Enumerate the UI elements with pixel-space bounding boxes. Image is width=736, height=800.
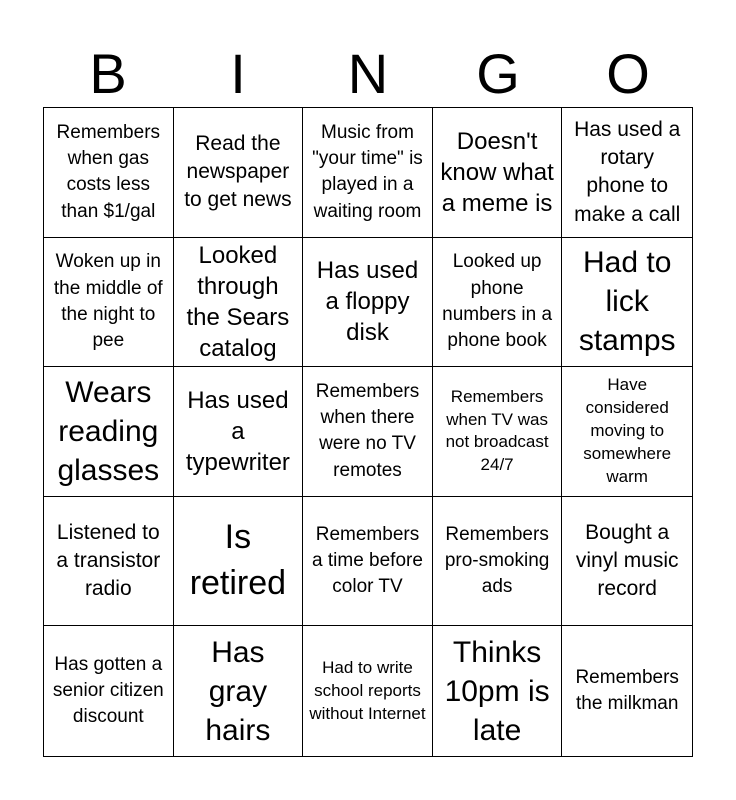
bingo-cell[interactable] (562, 238, 692, 368)
bingo-cell[interactable] (44, 108, 174, 238)
cell-text: Looked through the Sears catalog (186, 241, 290, 363)
cell-text: Has used a floppy disk (316, 257, 419, 347)
bingo-cell[interactable] (433, 497, 563, 627)
cell-text: Is retired (189, 518, 287, 603)
cell-text: Bought a vinyl music record (575, 520, 679, 601)
bingo-cell[interactable] (303, 108, 433, 238)
bingo-cell[interactable] (174, 238, 304, 368)
bingo-cell[interactable] (44, 238, 174, 368)
cell-text: Wears reading glasses (57, 375, 160, 487)
bingo-cell[interactable] (303, 238, 433, 368)
bingo-cell[interactable] (562, 497, 692, 627)
bingo-header (43, 40, 693, 108)
header-letter-b: B (89, 42, 127, 105)
cell-text: Looked up phone numbers in a phone book (442, 251, 553, 352)
bingo-cell[interactable] (174, 626, 304, 756)
cell-text: Has used a typewriter (185, 386, 290, 477)
bingo-board (43, 107, 693, 757)
bingo-cell[interactable] (433, 626, 563, 756)
cell-text: Remembers when TV was not broadcast 24/7 (445, 386, 549, 475)
bingo-cell[interactable] (44, 626, 174, 756)
bingo-cell[interactable] (44, 367, 174, 497)
cell-text: Has gray hairs (205, 635, 271, 747)
cell-text: Music from "your time" is played in a waiting room (312, 121, 423, 222)
cell-text: Listened to a transistor radio (56, 520, 161, 601)
bingo-cell[interactable] (562, 108, 692, 238)
header-letter-i: I (230, 42, 246, 105)
bingo-cell[interactable] (174, 497, 304, 627)
cell-text: Has used a rotary phone to make a call (574, 117, 681, 226)
bingo-cell[interactable] (433, 238, 563, 368)
header-letter-g: G (476, 42, 520, 105)
cell-text: Read the newspaper to get news (184, 131, 292, 212)
cell-text: Doesn't know what a meme is (440, 127, 554, 217)
cell-text: Remembers pro-smoking ads (444, 523, 550, 598)
bingo-cell[interactable] (303, 367, 433, 497)
cell-text: Had to lick stamps (578, 246, 676, 358)
bingo-cell[interactable] (303, 497, 433, 627)
bingo-cell[interactable] (433, 367, 563, 497)
cell-text: Remembers when there were no TV remotes (315, 381, 420, 481)
cell-text: Had to write school reports without Internet (309, 657, 426, 723)
cell-text: Have considered moving to somewhere warm (583, 375, 672, 486)
bingo-cell[interactable] (44, 497, 174, 627)
bingo-cell[interactable] (562, 626, 692, 756)
cell-text: Has gotten a senior citizen discount (52, 653, 164, 728)
bingo-cell[interactable] (562, 367, 692, 497)
bingo-cell[interactable] (174, 367, 304, 497)
bingo-cell[interactable] (433, 108, 563, 238)
header-letter-o: O (606, 42, 650, 105)
cell-text: Remembers when gas costs less than $1/gal (56, 121, 161, 222)
cell-text: Remembers a time before color TV (312, 523, 423, 598)
bingo-cell[interactable] (174, 108, 304, 238)
cell-text: Woken up in the middle of the night to pee (53, 251, 163, 352)
header-letter-n: N (347, 42, 389, 105)
cell-text: Thinks 10pm is late (444, 635, 550, 747)
cell-text: Remembers the milkman (575, 666, 679, 715)
bingo-cell[interactable] (303, 626, 433, 756)
